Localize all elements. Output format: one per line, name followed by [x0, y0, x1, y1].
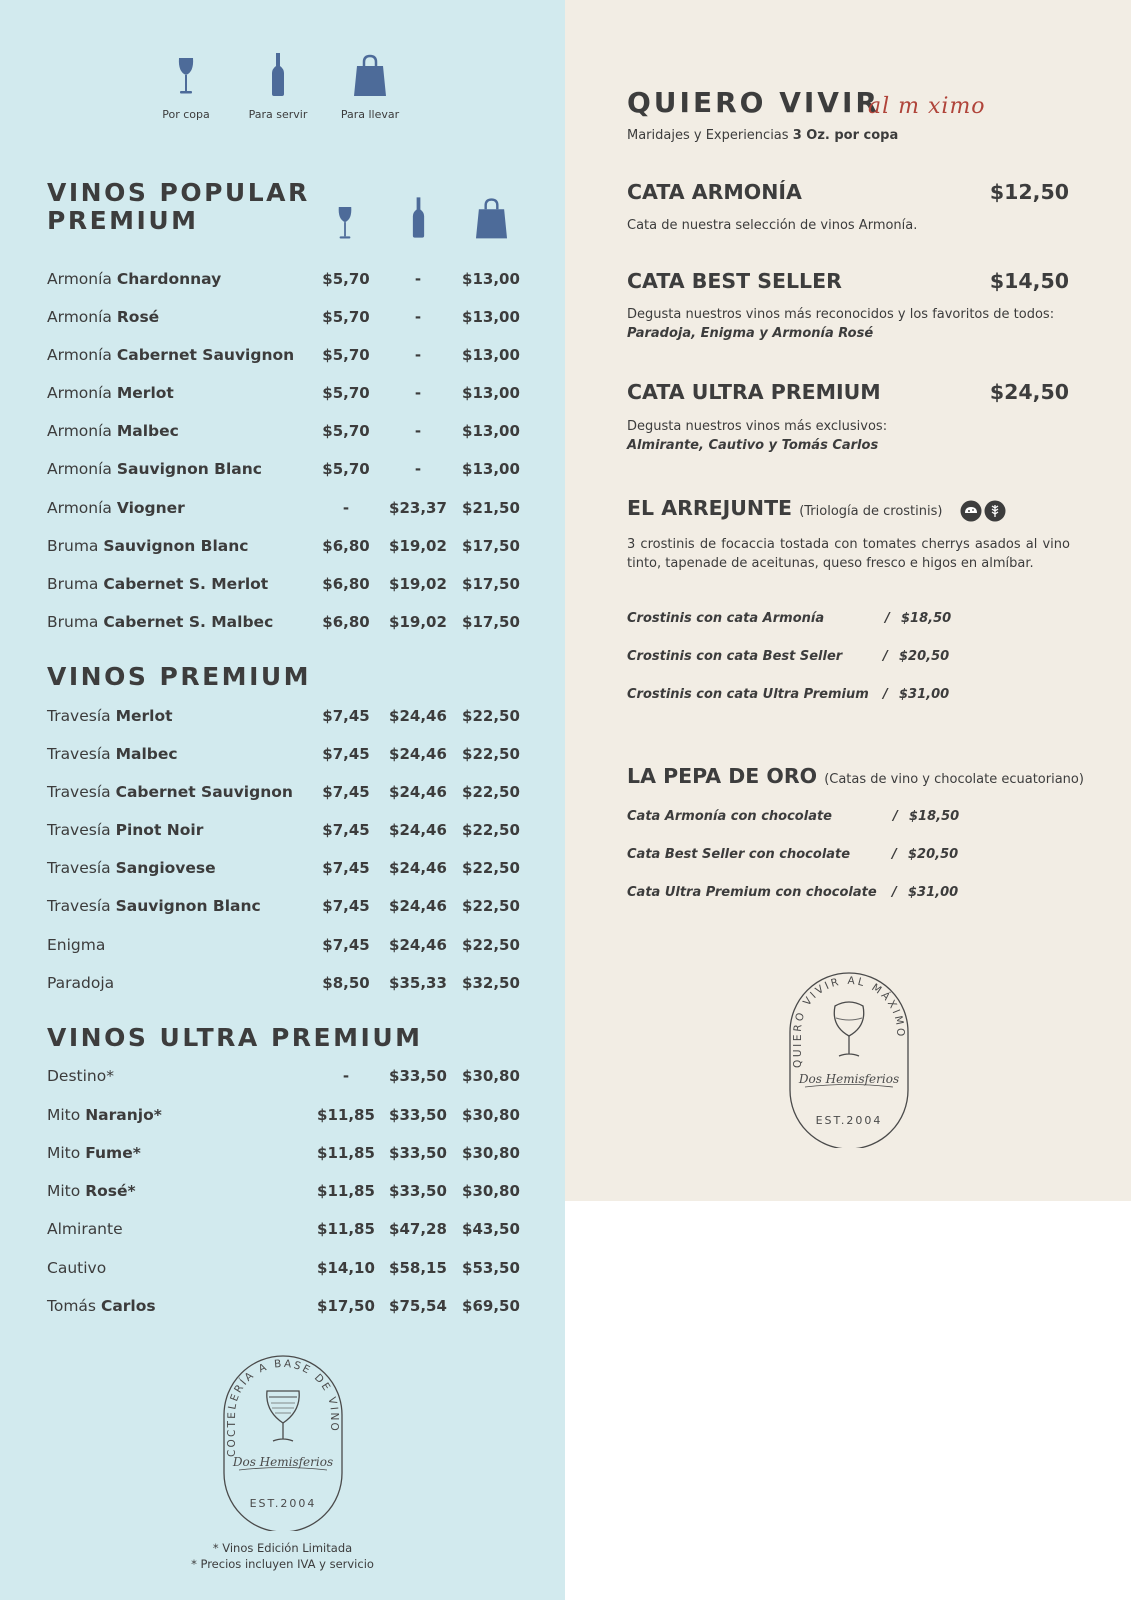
wine-name: Armonía Malbec — [47, 422, 179, 440]
pepa-de-oro-title: LA PEPA DE ORO (Catas de vino y chocolate ecuatoriano) — [627, 764, 1084, 788]
price-servir: $19,02 — [389, 537, 447, 555]
price-copa: $7,45 — [322, 821, 370, 839]
allergen-icons — [960, 500, 1008, 522]
price-servir: $58,15 — [389, 1259, 447, 1277]
price-servir: $33,50 — [389, 1106, 447, 1124]
price-servir: $19,02 — [389, 613, 447, 631]
stamp-ring-text: COCTELERÍA A BASE DE VINO — [225, 1357, 340, 1457]
legend-por-copa — [141, 56, 231, 121]
price-llevar: $17,50 — [462, 575, 520, 593]
cata-armonia-title: CATA ARMONÍA — [627, 180, 802, 204]
price-llevar: $30,80 — [462, 1067, 520, 1085]
cata-best-seller-title: CATA BEST SELLER — [627, 269, 842, 293]
pepa-option: Cata Armonía con chocolate / $18,50 — [627, 809, 960, 824]
cata-armonia-desc: Cata de nuestra selección de vinos Armonía. — [627, 218, 918, 233]
cata-best-seller-desc: Degusta nuestros vinos más reconocidos y los favoritos de todos: Paradoja, Enigma y Armonía Rosé — [627, 307, 1055, 341]
legend-label: Por copa — [162, 108, 210, 121]
price-llevar: $21,50 — [462, 499, 520, 517]
price-servir: $19,02 — [389, 575, 447, 593]
price-copa: $14,10 — [317, 1259, 375, 1277]
price-llevar: $22,50 — [462, 707, 520, 725]
price-llevar: $22,50 — [462, 783, 520, 801]
price-servir: $24,46 — [389, 821, 447, 839]
price-servir: - — [414, 384, 422, 402]
price-servir: - — [414, 308, 422, 326]
price-copa: $6,80 — [322, 575, 370, 593]
wine-name: Travesía Sangiovese — [47, 859, 216, 877]
price-servir: - — [414, 422, 422, 440]
wine-row — [47, 1065, 522, 1087]
price-servir: - — [414, 460, 422, 478]
wine-row — [47, 458, 522, 480]
price-copa: - — [342, 1067, 350, 1085]
wine-row — [47, 382, 522, 404]
price-copa: $5,70 — [322, 460, 370, 478]
footnote-limited-edition: * Vinos Edición Limitada — [212, 1541, 353, 1555]
price-llevar: $30,80 — [462, 1182, 520, 1200]
price-llevar: $17,50 — [462, 537, 520, 555]
price-servir: $24,46 — [389, 783, 447, 801]
wine-name: Destino* — [47, 1067, 114, 1085]
price-llevar: $22,50 — [462, 936, 520, 954]
wine-name: Mito Naranjo* — [47, 1106, 162, 1124]
price-copa: $7,45 — [322, 707, 370, 725]
price-llevar: $13,00 — [462, 308, 520, 326]
experiences-title: QUIERO VIVIR — [627, 86, 880, 119]
price-copa: $5,70 — [322, 270, 370, 288]
price-llevar: $17,50 — [462, 613, 520, 631]
cocteleria-stamp-logo — [221, 1353, 345, 1531]
price-servir: $24,46 — [389, 707, 447, 725]
price-llevar: $53,50 — [462, 1259, 520, 1277]
price-copa: $11,85 — [317, 1106, 375, 1124]
wine-row — [47, 573, 522, 595]
price-copa: $7,45 — [322, 897, 370, 915]
wine-name: Tomás Carlos — [47, 1297, 156, 1315]
wine-row — [47, 268, 522, 290]
cata-ultra-premium-title: CATA ULTRA PREMIUM — [627, 380, 881, 404]
wine-row — [47, 497, 522, 519]
wine-row — [47, 857, 522, 879]
wine-glass-icon — [177, 56, 195, 96]
price-copa: - — [342, 499, 350, 517]
svg-text:COCTELERÍA A BASE DE VINO — [226, 1358, 340, 1457]
experiences-subtitle: Maridajes y Experiencias 3 Oz. por copa — [627, 128, 899, 143]
price-servir: $24,46 — [389, 859, 447, 877]
arrejunte-option: Crostinis con cata Ultra Premium / $31,00 — [627, 687, 950, 702]
price-llevar: $22,50 — [462, 897, 520, 915]
quiero-vivir-stamp-logo — [787, 970, 911, 1148]
wine-row — [47, 420, 522, 442]
stamp-est: EST.2004 — [249, 1497, 317, 1510]
price-llevar: $13,00 — [462, 460, 520, 478]
price-servir: $24,46 — [389, 936, 447, 954]
price-servir: - — [414, 270, 422, 288]
price-llevar: $22,50 — [462, 821, 520, 839]
price-copa: $7,45 — [322, 745, 370, 763]
price-copa: $5,70 — [322, 308, 370, 326]
legend-label: Para servir — [248, 108, 308, 121]
price-copa: $5,70 — [322, 422, 370, 440]
price-copa: $5,70 — [322, 346, 370, 364]
price-servir: $33,50 — [389, 1144, 447, 1162]
price-copa: $7,45 — [322, 859, 370, 877]
price-llevar: $22,50 — [462, 745, 520, 763]
price-copa: $5,70 — [322, 384, 370, 402]
wine-name: Travesía Pinot Noir — [47, 821, 204, 839]
wine-name: Armonía Chardonnay — [47, 270, 222, 288]
section-title-line: VINOS POPULAR — [47, 178, 310, 207]
wine-name: Mito Rosé* — [47, 1182, 136, 1200]
price-servir: $33,50 — [389, 1067, 447, 1085]
wine-row — [47, 306, 522, 328]
wine-row — [47, 1257, 522, 1279]
wine-name: Armonía Rosé — [47, 308, 160, 326]
wine-bottle-icon — [411, 194, 426, 240]
cata-ultra-premium-price: $24,50 — [989, 380, 1069, 404]
section-title-ultra-premium: VINOS ULTRA PREMIUM — [47, 1023, 423, 1052]
price-servir: $23,37 — [389, 499, 447, 517]
legend-label: Para llevar — [340, 108, 400, 121]
stamp-script: Dos Hemisferios — [798, 1072, 900, 1086]
wine-name: Bruma Cabernet S. Merlot — [47, 575, 269, 593]
wine-name: Enigma — [47, 936, 106, 954]
wine-row — [47, 1218, 522, 1240]
wine-row — [47, 1142, 522, 1164]
legend-para-llevar — [325, 54, 415, 121]
cata-armonia-price: $12,50 — [989, 180, 1069, 204]
wine-row — [47, 819, 522, 841]
price-copa: $11,85 — [317, 1144, 375, 1162]
price-llevar: $13,00 — [462, 422, 520, 440]
wine-row — [47, 535, 522, 557]
shopping-bag-icon — [475, 196, 508, 240]
stamp-ring-text: QUIERO VIVIR AL MÁXIMO — [791, 974, 906, 1068]
price-copa: $11,85 — [317, 1220, 375, 1238]
pepa-option: Cata Ultra Premium con chocolate / $31,00 — [627, 885, 959, 900]
price-copa: $6,80 — [322, 613, 370, 631]
price-copa: $8,50 — [322, 974, 370, 992]
wine-row — [47, 344, 522, 366]
price-servir: $35,33 — [389, 974, 447, 992]
price-llevar: $43,50 — [462, 1220, 520, 1238]
price-copa: $17,50 — [317, 1297, 375, 1315]
price-servir: $24,46 — [389, 745, 447, 763]
price-servir: $33,50 — [389, 1182, 447, 1200]
wine-row — [47, 972, 522, 994]
price-llevar: $30,80 — [462, 1144, 520, 1162]
experiences-title-script: al m ximo — [868, 94, 986, 119]
wine-bottle-icon — [270, 52, 286, 96]
wine-name: Bruma Sauvignon Blanc — [47, 537, 249, 555]
wine-name: Paradoja — [47, 974, 115, 992]
wine-name: Travesía Cabernet Sauvignon — [47, 783, 293, 801]
wine-name: Armonía Merlot — [47, 384, 174, 402]
shopping-bag-icon — [353, 54, 387, 96]
wine-row — [47, 1180, 522, 1202]
arrejunte-title: EL ARREJUNTE (Triología de crostinis) — [627, 496, 943, 520]
price-llevar: $13,00 — [462, 270, 520, 288]
cata-best-seller-price: $14,50 — [989, 269, 1069, 293]
section-title-premium: VINOS PREMIUM — [47, 662, 312, 691]
price-llevar: $69,50 — [462, 1297, 520, 1315]
footnote-prices: * Precios incluyen IVA y servicio — [191, 1557, 374, 1571]
wine-name: Armonía Viogner — [47, 499, 185, 517]
pepa-option: Cata Best Seller con chocolate / $20,50 — [627, 847, 959, 862]
price-servir: $47,28 — [389, 1220, 447, 1238]
wine-row — [47, 1295, 522, 1317]
wine-row — [47, 611, 522, 633]
section-title-popular-premium — [47, 179, 310, 235]
price-copa: $7,45 — [322, 936, 370, 954]
price-copa: $6,80 — [322, 537, 370, 555]
wine-name: Almirante — [47, 1220, 123, 1238]
price-copa: $11,85 — [317, 1182, 375, 1200]
price-servir: $75,54 — [389, 1297, 447, 1315]
wine-row — [47, 934, 522, 956]
price-copa: $7,45 — [322, 783, 370, 801]
price-llevar: $13,00 — [462, 384, 520, 402]
section-title-line: PREMIUM — [47, 206, 199, 235]
stamp-script: Dos Hemisferios — [232, 1455, 334, 1469]
price-servir: - — [414, 346, 422, 364]
wine-glass-icon — [337, 204, 353, 242]
wine-name: Armonía Cabernet Sauvignon — [47, 346, 295, 364]
legend-para-servir — [233, 52, 323, 121]
wine-name: Travesía Merlot — [47, 707, 173, 725]
arrejunte-desc: 3 crostinis de focaccia tostada con tomates cherrys asados al vino tinto, tapenade de aceitunas, queso fresco e higos en almíbar. — [627, 537, 1070, 571]
wine-name: Cautivo — [47, 1259, 107, 1277]
wine-row — [47, 781, 522, 803]
arrejunte-option: Crostinis con cata Best Seller / $20,50 — [627, 649, 950, 664]
stamp-est: EST.2004 — [815, 1114, 883, 1127]
price-llevar: $13,00 — [462, 346, 520, 364]
cata-ultra-premium-desc: Degusta nuestros vinos más exclusivos: Almirante, Cautivo y Tomás Carlos — [627, 419, 888, 453]
wine-row — [47, 1104, 522, 1126]
price-llevar: $22,50 — [462, 859, 520, 877]
wine-name: Bruma Cabernet S. Malbec — [47, 613, 274, 631]
arrejunte-option: Crostinis con cata Armonía / $18,50 — [627, 611, 952, 626]
wine-row — [47, 743, 522, 765]
price-servir: $24,46 — [389, 897, 447, 915]
wine-name: Travesía Malbec — [47, 745, 178, 763]
wine-row — [47, 705, 522, 727]
wine-name: Armonía Sauvignon Blanc — [47, 460, 262, 478]
price-llevar: $30,80 — [462, 1106, 520, 1124]
wine-name: Mito Fume* — [47, 1144, 141, 1162]
wine-row — [47, 895, 522, 917]
wine-name: Travesía Sauvignon Blanc — [47, 897, 261, 915]
price-llevar: $32,50 — [462, 974, 520, 992]
